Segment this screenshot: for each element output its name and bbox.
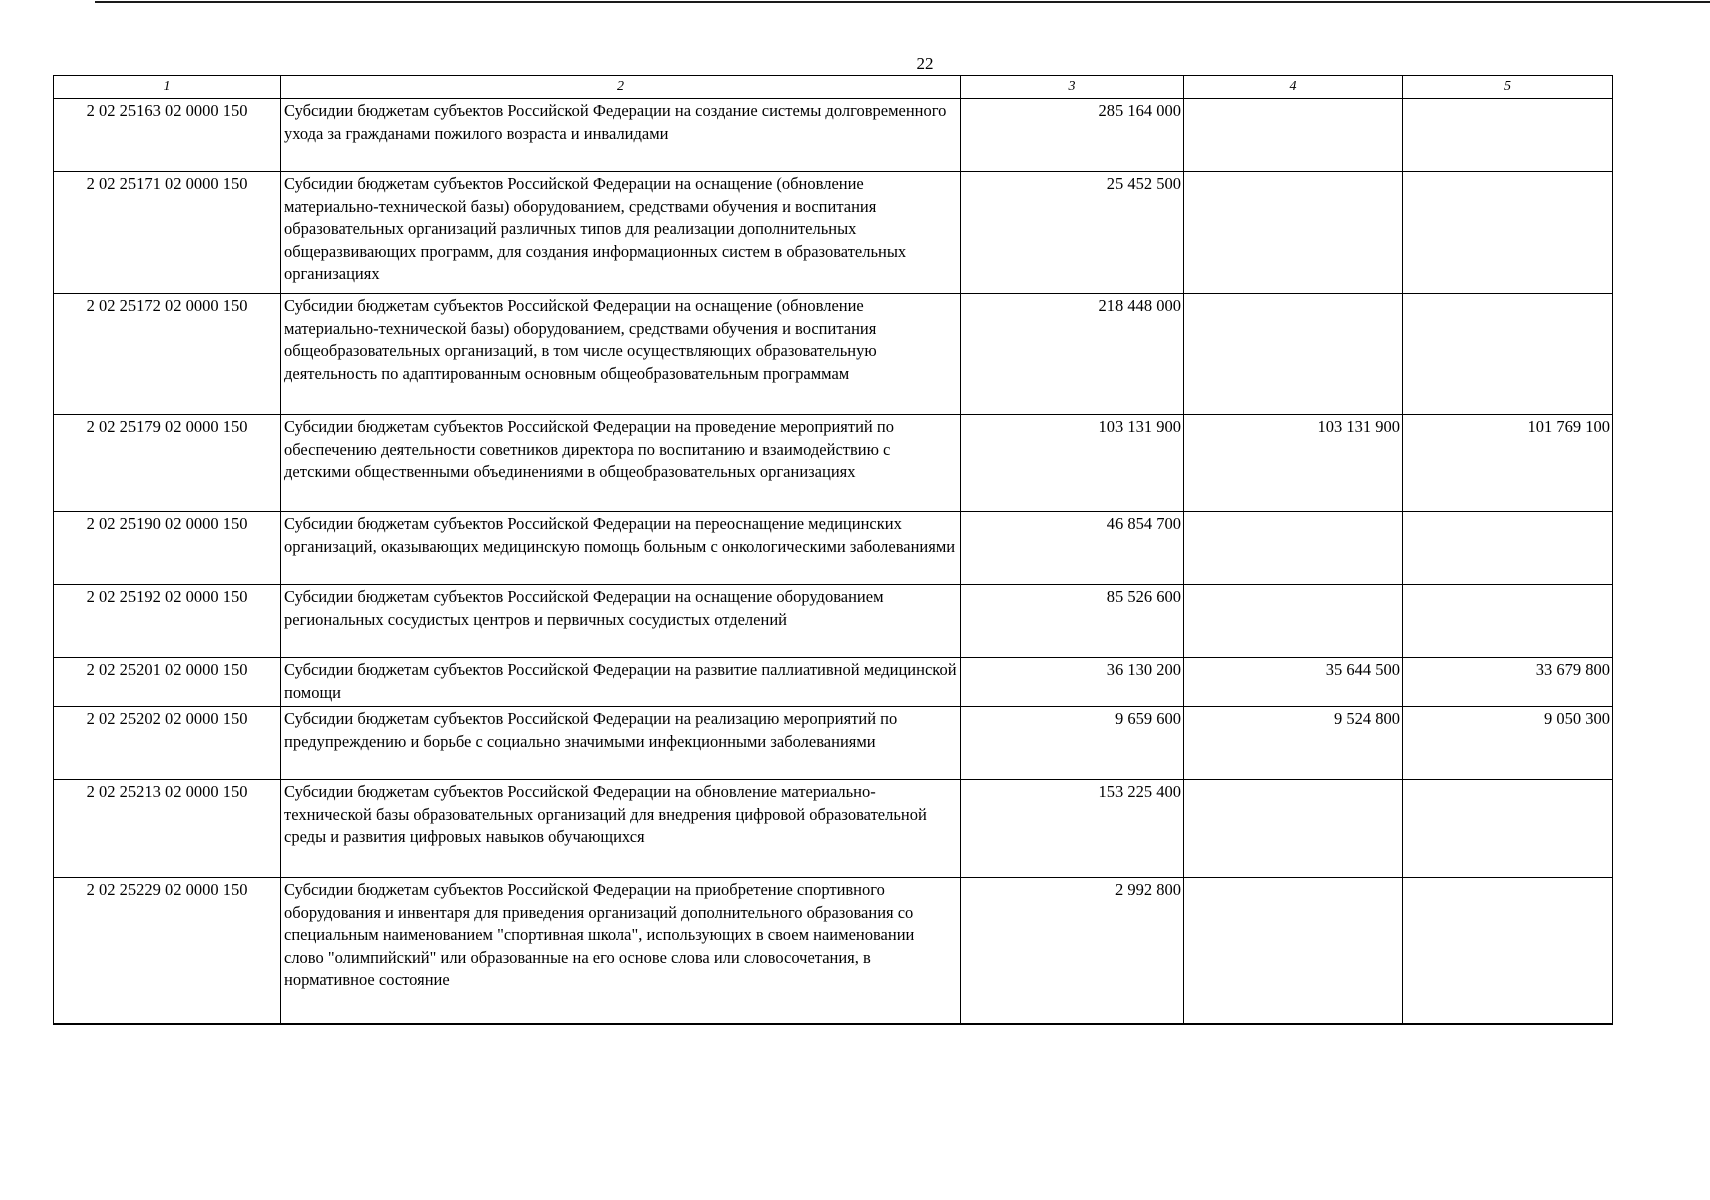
amount-col3-cell: 2 992 800	[961, 878, 1184, 1024]
amount-col5-cell	[1403, 172, 1613, 294]
amount-col3-cell: 285 164 000	[961, 99, 1184, 172]
amount-col5-cell	[1403, 585, 1613, 658]
table-row	[54, 780, 1613, 878]
table-row	[54, 415, 1613, 512]
budget-code-cell: 2 02 25201 02 0000 150	[54, 658, 281, 707]
amount-col5-cell	[1403, 512, 1613, 585]
table-row	[54, 878, 1613, 1024]
amount-col5-cell	[1403, 294, 1613, 415]
amount-col4-cell	[1184, 294, 1403, 415]
description-cell: Субсидии бюджетам субъектов Российской Федерации на приобретение спортивного оборудования и инвентаря для приведения организаций дополнительного образования со специальным наименованием "спортивная школа", использующих в своем наименовании слово "олимпийский" или образованные на его основе слова или словосочетания, в нормативное состояние	[281, 878, 961, 1024]
column-header-1: 1	[54, 76, 281, 99]
amount-col3-cell: 36 130 200	[961, 658, 1184, 707]
amount-col5-cell: 9 050 300	[1403, 707, 1613, 780]
amount-col4-cell	[1184, 585, 1403, 658]
amount-col3-cell: 46 854 700	[961, 512, 1184, 585]
table-row	[54, 658, 1613, 707]
page-number: 22	[916, 54, 934, 73]
table-row	[54, 172, 1613, 294]
amount-col3-cell: 85 526 600	[961, 585, 1184, 658]
top-rule	[95, 1, 1710, 3]
description-cell: Субсидии бюджетам субъектов Российской Федерации на оснащение (обновление материально-технической базы) оборудованием, средствами обучения и воспитания общеобразовательных организаций, в том числе осуществляющих образовательную деятельность по адаптированным основным общеобразовательным программам	[281, 294, 961, 415]
budget-code-cell: 2 02 25190 02 0000 150	[54, 512, 281, 585]
description-cell: Субсидии бюджетам субъектов Российской Федерации на проведение мероприятий по обеспечению деятельности советников директора по воспитанию и взаимодействию с детскими общественными объединениями в общеобразовательных организациях	[281, 415, 961, 512]
amount-col4-cell	[1184, 99, 1403, 172]
amount-col4-cell: 9 524 800	[1184, 707, 1403, 780]
amount-col3-cell: 9 659 600	[961, 707, 1184, 780]
table-row	[54, 99, 1613, 172]
budget-code-cell: 2 02 25229 02 0000 150	[54, 878, 281, 1024]
description-cell: Субсидии бюджетам субъектов Российской Федерации на создание системы долговременного ухода за гражданами пожилого возраста и инвалидами	[281, 99, 961, 172]
column-header-2: 2	[281, 76, 961, 99]
description-cell: Субсидии бюджетам субъектов Российской Федерации на обновление материально-технической базы образовательных организаций для внедрения цифровой образовательной среды и развития цифровых навыков обучающихся	[281, 780, 961, 878]
table-row	[54, 585, 1613, 658]
amount-col5-cell	[1403, 99, 1613, 172]
description-cell: Субсидии бюджетам субъектов Российской Федерации на оснащение (обновление материально-технической базы) оборудованием, средствами обучения и воспитания образовательных организаций различных типов для реализации дополнительных общеразвивающих программ, для создания информационных систем в образовательных организациях	[281, 172, 961, 294]
table-header	[54, 76, 1613, 99]
budget-table	[53, 75, 1613, 1025]
description-cell: Субсидии бюджетам субъектов Российской Федерации на развитие паллиативной медицинской помощи	[281, 658, 961, 707]
amount-col5-cell: 101 769 100	[1403, 415, 1613, 512]
amount-col4-cell	[1184, 172, 1403, 294]
amount-col4-cell: 35 644 500	[1184, 658, 1403, 707]
header-row	[54, 76, 1613, 99]
amount-col3-cell: 25 452 500	[961, 172, 1184, 294]
amount-col4-cell: 103 131 900	[1184, 415, 1403, 512]
budget-code-cell: 2 02 25213 02 0000 150	[54, 780, 281, 878]
amount-col4-cell	[1184, 878, 1403, 1024]
description-cell: Субсидии бюджетам субъектов Российской Федерации на оснащение оборудованием региональных сосудистых центров и первичных сосудистых отделений	[281, 585, 961, 658]
table-row	[54, 294, 1613, 415]
amount-col4-cell	[1184, 512, 1403, 585]
amount-col5-cell	[1403, 780, 1613, 878]
amount-col5-cell: 33 679 800	[1403, 658, 1613, 707]
column-header-5: 5	[1403, 76, 1613, 99]
column-header-3: 3	[961, 76, 1184, 99]
table-body	[54, 99, 1613, 1024]
column-header-4: 4	[1184, 76, 1403, 99]
table-row	[54, 707, 1613, 780]
budget-code-cell: 2 02 25192 02 0000 150	[54, 585, 281, 658]
amount-col3-cell: 103 131 900	[961, 415, 1184, 512]
budget-code-cell: 2 02 25202 02 0000 150	[54, 707, 281, 780]
budget-code-cell: 2 02 25163 02 0000 150	[54, 99, 281, 172]
budget-code-cell: 2 02 25171 02 0000 150	[54, 172, 281, 294]
amount-col5-cell	[1403, 878, 1613, 1024]
budget-code-cell: 2 02 25172 02 0000 150	[54, 294, 281, 415]
amount-col3-cell: 218 448 000	[961, 294, 1184, 415]
table-row	[54, 512, 1613, 585]
amount-col4-cell	[1184, 780, 1403, 878]
budget-code-cell: 2 02 25179 02 0000 150	[54, 415, 281, 512]
amount-col3-cell: 153 225 400	[961, 780, 1184, 878]
description-cell: Субсидии бюджетам субъектов Российской Федерации на реализацию мероприятий по предупреждению и борьбе с социально значимыми инфекционными заболеваниями	[281, 707, 961, 780]
description-cell: Субсидии бюджетам субъектов Российской Федерации на переоснащение медицинских организаций, оказывающих медицинскую помощь больным с онкологическими заболеваниями	[281, 512, 961, 585]
